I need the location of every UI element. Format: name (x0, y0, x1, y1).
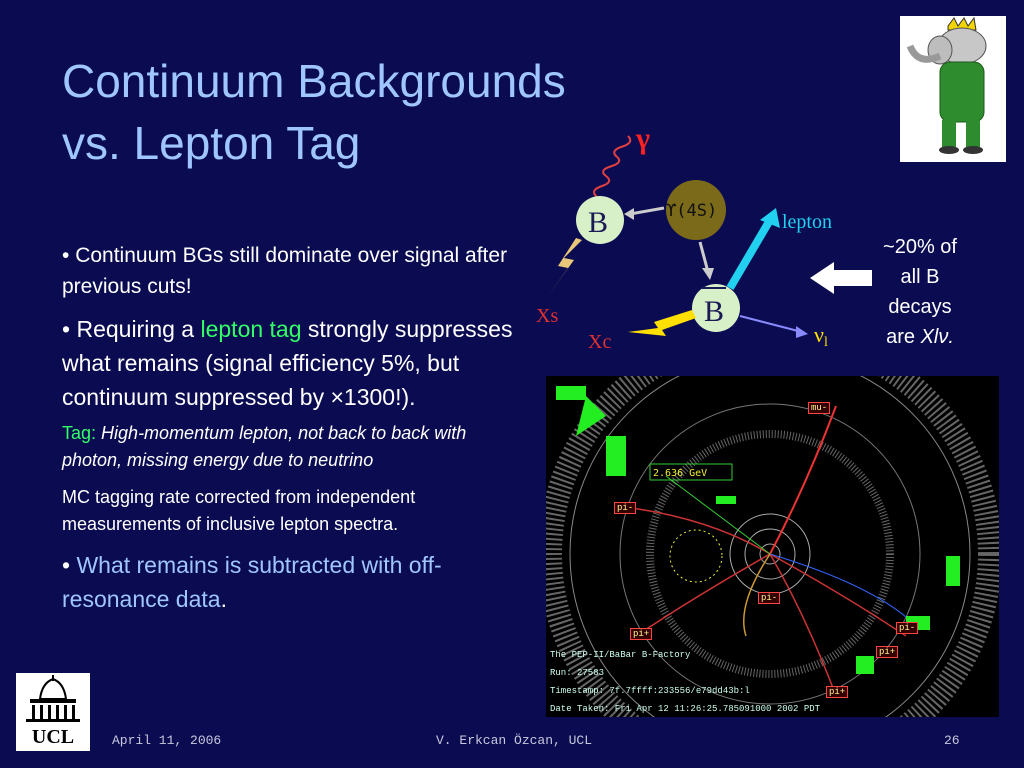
tag-note: Tag: High-momentum lepton, not back to back with photon, missing energy due to neutrino (62, 423, 467, 470)
particle-tag: pi+ (630, 628, 652, 640)
gamma-label: γ (636, 122, 651, 155)
bullet-lepton-tag: • Requiring a lepton tag strongly suppresses what remains (signal efficiency 5%, but continuum suppressed by ×1300!). (62, 316, 513, 410)
side-note: ~20% of all B decays are Xlν. (883, 236, 957, 348)
particle-tag: pi+ (876, 646, 898, 658)
bbar-meson-label: B (704, 295, 725, 328)
lepton-label: lepton (782, 211, 832, 233)
particle-tag: pi+ (826, 686, 848, 698)
svg-text:UCL: UCL (31, 726, 75, 748)
particle-tag-mu: mu- (808, 402, 830, 414)
title-line2: vs. Lepton Tag (62, 117, 361, 169)
particle-tag: pi- (758, 592, 780, 604)
xs-lightning-icon (548, 238, 582, 296)
particle-tag: pi- (614, 502, 636, 514)
footer-page-number: 26 (944, 733, 960, 748)
ucl-logo (16, 673, 90, 751)
left-arrow-icon (810, 262, 872, 299)
particle-tag: pi- (896, 622, 918, 634)
mc-note: MC tagging rate corrected from independent measurements of inclusive lepton spectra. (62, 487, 416, 534)
xc-lightning-icon (628, 310, 696, 336)
lepton-tag-highlight: lepton tag (200, 316, 302, 342)
xc-label: Xc (588, 331, 612, 353)
energy-label: 2.636 GeV (653, 468, 708, 479)
bullet-subtraction: • What remains is subtracted with off-resonance data. (62, 552, 442, 612)
b-meson-label: B (588, 206, 609, 239)
footer-date: April 11, 2006 (112, 733, 222, 748)
event-info-line: Timestamp: 7f.7ffff:233556/e79dd43b:l (550, 686, 750, 696)
slide-title (62, 50, 566, 174)
decay-diagram (530, 110, 850, 365)
upsilon-label: ϒ(4S) (666, 201, 718, 221)
event-info-line: Run: 27583 (550, 668, 605, 678)
event-info-line: The PEP-II/BaBar B-Factory (550, 650, 691, 660)
xs-label: Xs (536, 305, 559, 327)
bullet-list (62, 240, 522, 622)
babar-elephant-logo (900, 16, 1006, 162)
photon-wave-icon (592, 136, 630, 206)
event-info-line: Date Taken: Fri Apr 12 11:26:25.785091000 2002 PDT (550, 704, 821, 714)
event-display-image (546, 376, 999, 717)
bullet-continuum: • Continuum BGs still dominate over signal after previous cuts! (62, 244, 508, 298)
neutrino-label: νl (814, 322, 828, 350)
footer-author: V. Erkcan Özcan, UCL (436, 733, 593, 748)
title-line1: Continuum Backgrounds (62, 55, 566, 107)
